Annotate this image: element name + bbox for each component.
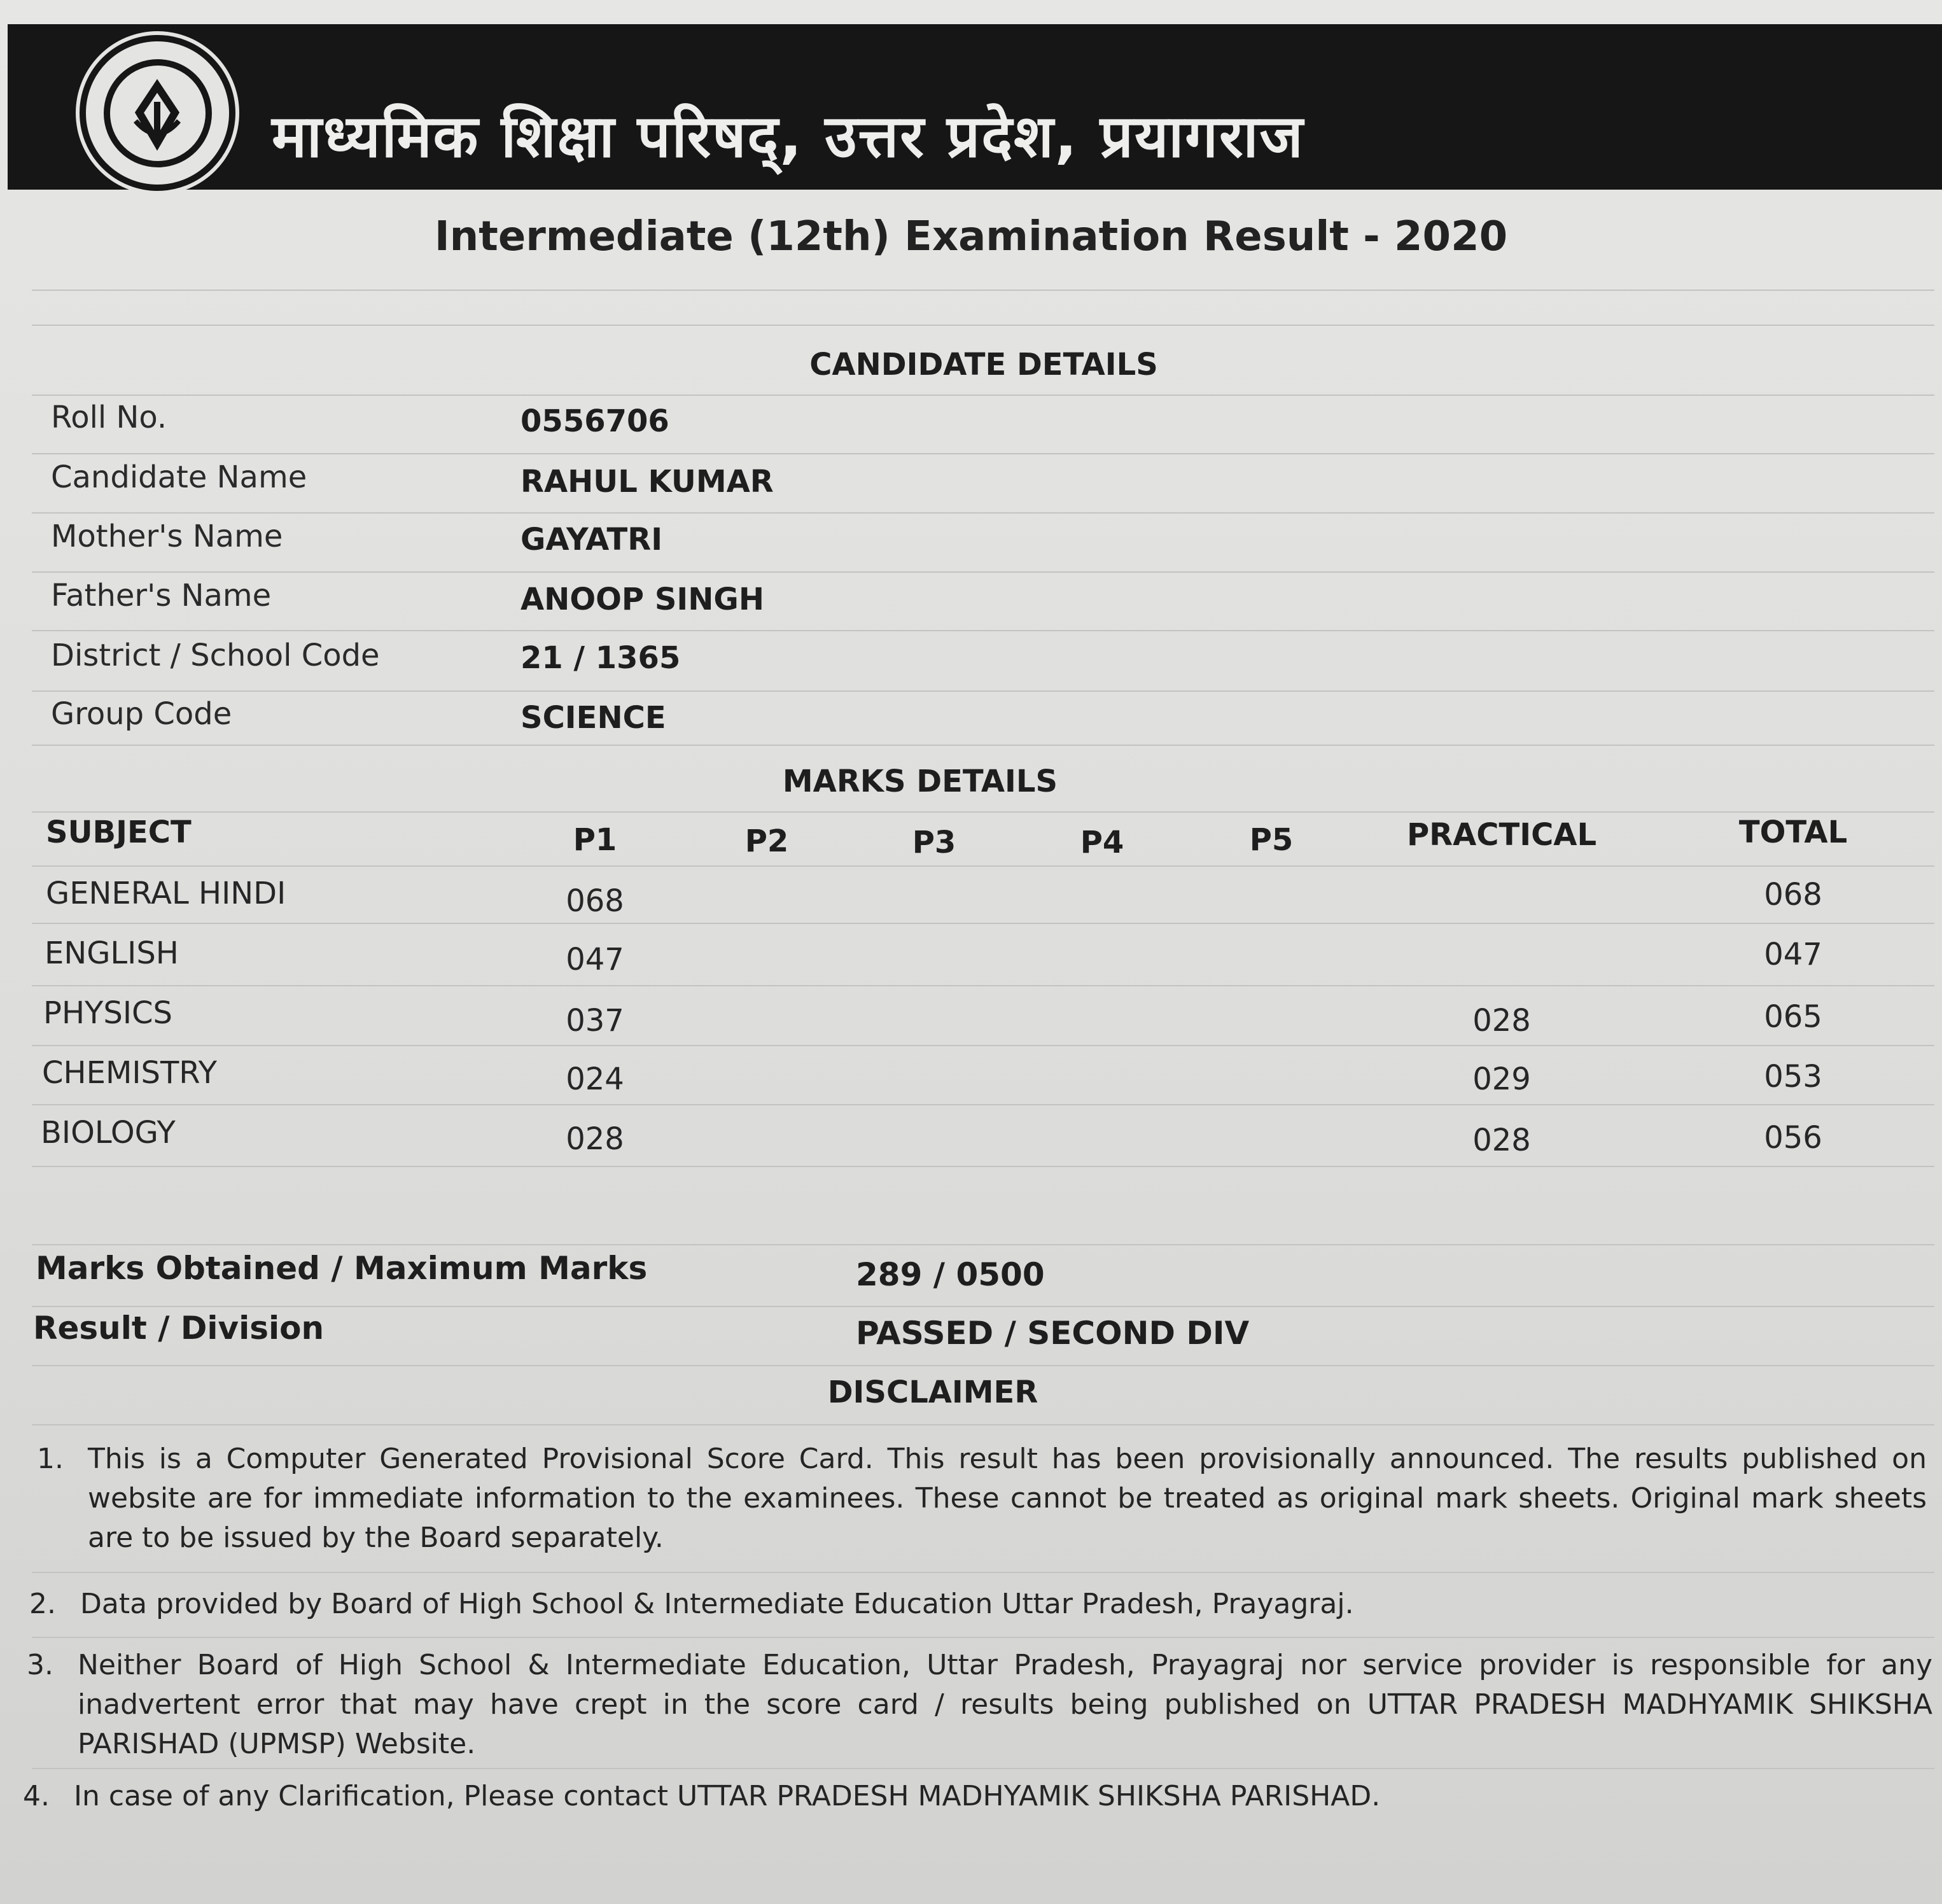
result-value: PASSED / SECOND DIV — [856, 1315, 1250, 1352]
disclaimer-number: 3. — [27, 1649, 53, 1681]
marks-obtained-value: 289 / 0500 — [856, 1256, 1045, 1293]
disclaimer-item — [29, 1585, 1925, 1624]
candidate-details-heading: CANDIDATE DETAILS — [809, 347, 1158, 382]
column-header-total: TOTAL — [1738, 815, 1848, 850]
marks-details-heading: MARKS DETAILS — [782, 764, 1058, 799]
column-header-p3: P3 — [912, 825, 956, 860]
divider — [32, 1166, 1934, 1167]
column-header-p2: P2 — [744, 823, 789, 859]
p1-mark: 037 — [566, 1003, 624, 1039]
disclaimer-item — [27, 1646, 1932, 1764]
column-header-p1: P1 — [573, 822, 617, 858]
header-banner — [8, 24, 1942, 190]
disclaimer-item — [23, 1777, 1932, 1816]
field-label: District / School Code — [51, 638, 380, 673]
column-header-subject: SUBJECT — [46, 815, 192, 850]
field-label: Father's Name — [51, 578, 272, 613]
total-mark: 056 — [1764, 1120, 1822, 1156]
marks-obtained-label: Marks Obtained / Maximum Marks — [36, 1250, 648, 1287]
divider — [32, 512, 1934, 514]
board-emblem-icon — [80, 35, 235, 191]
divider — [32, 1365, 1934, 1366]
subject-name: CHEMISTRY — [42, 1055, 217, 1091]
divider — [32, 923, 1934, 924]
divider — [32, 1045, 1934, 1046]
column-header-p4: P4 — [1080, 825, 1124, 860]
disclaimer-text: In case of any Clarification, Please contact UTTAR PRADESH MADHYAMIK SHIKSHA PARISHAD. — [74, 1780, 1381, 1812]
field-label: Mother's Name — [51, 519, 283, 554]
divider — [32, 745, 1934, 746]
column-header-practical: PRACTICAL — [1406, 817, 1597, 853]
divider — [32, 985, 1934, 986]
divider — [32, 395, 1934, 396]
total-mark: 047 — [1764, 937, 1822, 972]
father-name: ANOOP SINGH — [520, 582, 764, 617]
disclaimer-text: Neither Board of High School & Intermediate Education, Uttar Pradesh, Prayagraj nor service provider is responsible for any inadvertent error that may have crept in the score card / results being published on UTTAR PRADESH MADHYAMIK SHIKSHA PARISHAD (UPMSP) Website. — [78, 1649, 1932, 1760]
total-mark: 065 — [1764, 999, 1822, 1035]
candidate-name: RAHUL KUMAR — [520, 464, 774, 500]
divider — [32, 1637, 1934, 1638]
district-school-code: 21 / 1365 — [520, 640, 681, 676]
disclaimer-number: 1. — [37, 1443, 64, 1475]
divider — [32, 1424, 1934, 1425]
divider — [32, 1244, 1934, 1245]
disclaimer-text: Data provided by Board of High School & Intermediate Education Uttar Pradesh, Prayagraj. — [80, 1588, 1354, 1620]
divider — [32, 690, 1934, 692]
column-header-p5: P5 — [1249, 822, 1294, 858]
disclaimer-heading: DISCLAIMER — [827, 1375, 1038, 1410]
p1-mark: 024 — [566, 1061, 624, 1097]
subject-name: ENGLISH — [45, 935, 179, 971]
divider — [32, 1572, 1934, 1573]
disclaimer-item — [37, 1439, 1927, 1558]
roll-number: 0556706 — [520, 403, 669, 439]
divider — [32, 1104, 1934, 1105]
p1-mark: 068 — [566, 883, 624, 919]
practical-mark: 029 — [1472, 1061, 1531, 1097]
subject-name: PHYSICS — [43, 995, 172, 1031]
divider — [32, 325, 1934, 326]
org-name: माध्यमिक शिक्षा परिषद्, उत्तर प्रदेश, प्रयागराज — [272, 102, 1304, 171]
p1-mark: 047 — [566, 942, 624, 977]
divider — [32, 290, 1934, 291]
total-mark: 068 — [1764, 877, 1822, 913]
divider — [32, 1306, 1934, 1307]
practical-mark: 028 — [1472, 1003, 1531, 1039]
group-code: SCIENCE — [520, 700, 666, 736]
field-label: Candidate Name — [51, 459, 307, 495]
divider — [32, 571, 1934, 573]
divider — [32, 865, 1934, 867]
divider — [32, 453, 1934, 454]
field-label: Group Code — [51, 696, 232, 732]
subject-name: BIOLOGY — [41, 1115, 176, 1151]
disclaimer-text: This is a Computer Generated Provisional Score Card. This result has been provisionally announced. The results published on website are for immediate information to the examinees. These cannot be treated as original mark sheets. Original mark sheets are to be issued by the Board separately. — [88, 1443, 1927, 1554]
practical-mark: 028 — [1472, 1123, 1531, 1158]
disclaimer-number: 4. — [23, 1780, 50, 1812]
subject-name: GENERAL HINDI — [46, 876, 286, 911]
total-mark: 053 — [1764, 1059, 1822, 1095]
divider — [32, 811, 1934, 813]
disclaimer-number: 2. — [29, 1588, 56, 1620]
field-label: Roll No. — [51, 400, 167, 435]
divider — [32, 1768, 1934, 1769]
divider — [32, 630, 1934, 631]
p1-mark: 028 — [566, 1121, 624, 1157]
mother-name: GAYATRI — [520, 522, 663, 557]
document-title: Intermediate (12th) Examination Result - 2020 — [434, 213, 1508, 260]
result-label: Result / Division — [33, 1310, 325, 1347]
